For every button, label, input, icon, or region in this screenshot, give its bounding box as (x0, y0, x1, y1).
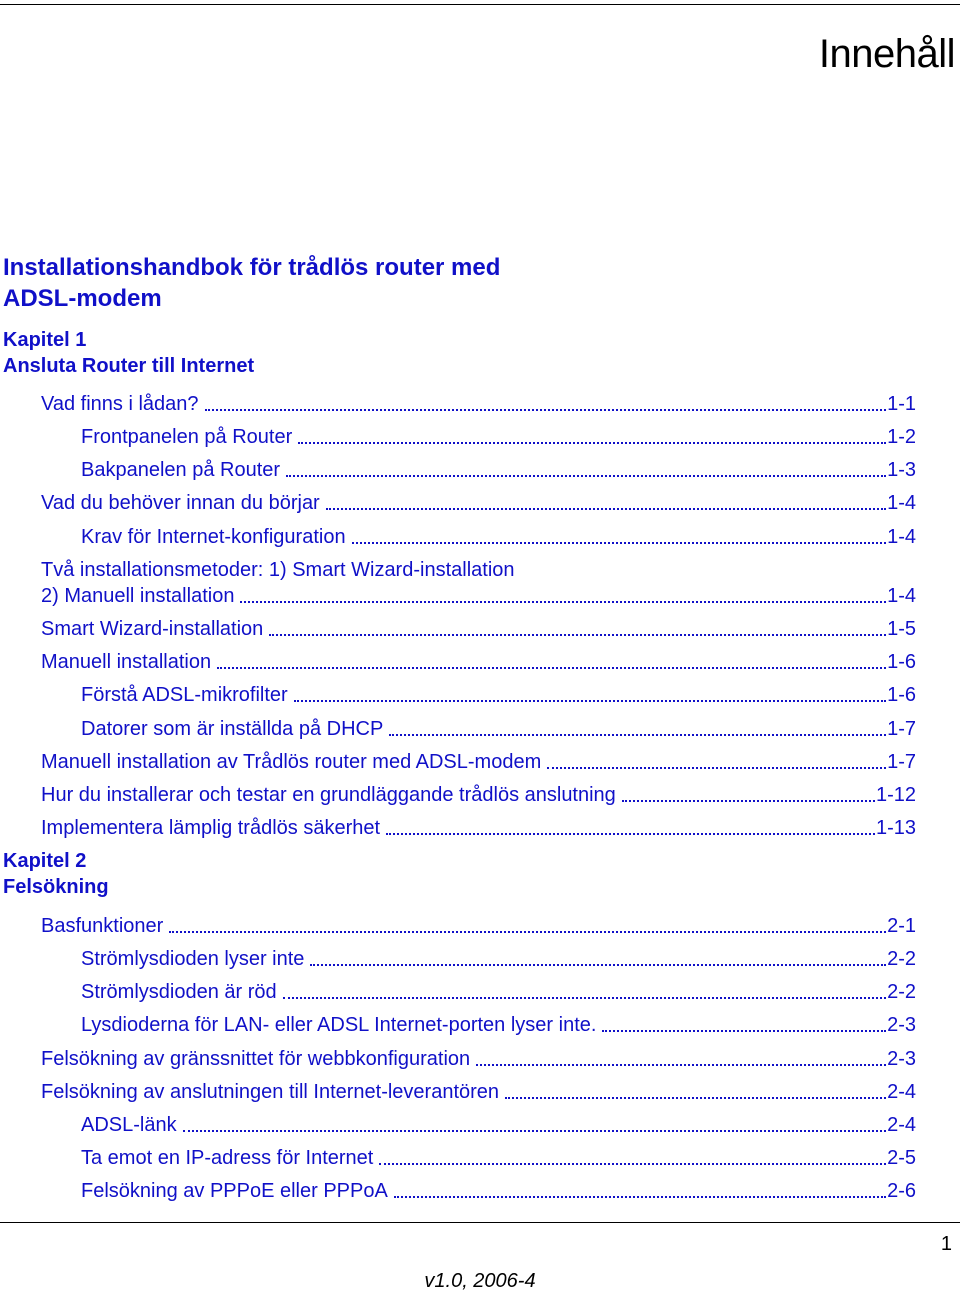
dot-leader (205, 409, 887, 411)
page-title: Innehåll (818, 32, 955, 76)
dot-leader (183, 1130, 886, 1132)
toc-entry[interactable] (81, 1012, 916, 1038)
toc-entry-page: 1-13 (875, 817, 916, 839)
toc-entry-page: 2-1 (887, 915, 916, 937)
toc-entry-label: Felsökning av PPPoE eller PPPoA (81, 1180, 388, 1202)
toc-entry[interactable] (41, 649, 916, 675)
toc-entry-label: Smart Wizard-installation (41, 618, 264, 640)
dot-leader (386, 833, 875, 835)
chapter-1-number: Kapitel 1 (3, 329, 87, 351)
toc-entry-page: 2-3 (887, 1014, 916, 1036)
toc-entry-page: 2-5 (887, 1147, 916, 1169)
toc-entry[interactable] (41, 583, 916, 609)
toc-entry-label: 2) Manuell installation (41, 585, 235, 607)
book-title[interactable] (3, 252, 703, 314)
toc-entry-label: Felsökning av anslutningen till Internet-leverantören (41, 1081, 500, 1103)
chapter-2-heading[interactable] (3, 848, 109, 900)
toc-entry-label: ADSL-länk (81, 1114, 177, 1136)
toc-entry-page: 1-1 (887, 393, 916, 415)
chapter-1-title: Ansluta Router till Internet (3, 355, 255, 377)
dot-leader (310, 964, 886, 966)
toc-entry-page: 2-3 (887, 1048, 916, 1070)
version-label: v1.0, 2006-4 (424, 1270, 536, 1292)
toc-entry[interactable] (81, 682, 916, 708)
toc-entry[interactable] (41, 391, 916, 417)
top-rule (0, 4, 960, 5)
toc-entry[interactable] (81, 457, 916, 483)
footer-rule (0, 1222, 960, 1223)
dot-leader (622, 800, 875, 802)
toc-entry-label: Krav för Internet-konfiguration (81, 526, 346, 548)
dot-leader (169, 931, 886, 933)
toc-entry-label: Ta emot en IP-adress för Internet (81, 1147, 374, 1169)
toc-entry-page: 1-4 (887, 526, 916, 548)
dot-leader (389, 734, 886, 736)
toc-entry-label: Lysdioderna för LAN- eller ADSL Internet-porten lyser inte. (81, 1014, 597, 1036)
toc-entry-page: 1-2 (887, 426, 916, 448)
toc-entry-page: 2-4 (887, 1114, 916, 1136)
chapter-2-title: Felsökning (3, 876, 109, 898)
toc-entry-page: 2-6 (887, 1180, 916, 1202)
toc-entry-label: Frontpanelen på Router (81, 426, 293, 448)
toc-entry-page: 1-6 (887, 684, 916, 706)
toc-entry-page: 1-7 (887, 718, 916, 740)
toc-entry-label: Felsökning av gränssnittet för webbkonfiguration (41, 1048, 471, 1070)
toc-entry[interactable] (41, 1079, 916, 1105)
toc-entry[interactable] (41, 749, 916, 775)
dot-leader (283, 997, 886, 999)
toc-entry-page: 2-2 (887, 948, 916, 970)
dot-leader (394, 1196, 886, 1198)
toc-entry[interactable] (81, 716, 916, 742)
toc-entry-page: 1-4 (887, 492, 916, 514)
dot-leader (294, 700, 886, 702)
toc-entry-page: 1-5 (887, 618, 916, 640)
dot-leader (217, 667, 886, 669)
toc-entry-page: 1-3 (887, 459, 916, 481)
dot-leader (269, 634, 886, 636)
toc-entry[interactable] (41, 815, 916, 841)
dot-leader (602, 1030, 886, 1032)
toc-entry-page: 1-6 (887, 651, 916, 673)
toc-entry-wrapped-label[interactable]: Två installationsmetoder: 1) Smart Wizard-installation (41, 559, 515, 581)
dot-leader (326, 508, 886, 510)
toc-entry-label: Strömlysdioden är röd (81, 981, 277, 1003)
toc-entry[interactable] (81, 524, 916, 550)
toc-entry-label: Manuell installation av Trådlös router med ADSL-modem (41, 751, 542, 773)
dot-leader (379, 1163, 886, 1165)
book-title-line-1: Installationshandbok för trådlös router med (3, 254, 501, 281)
toc-entry[interactable] (81, 1112, 916, 1138)
toc-entry-page: 2-4 (887, 1081, 916, 1103)
toc-entry-label: Manuell installation (41, 651, 212, 673)
toc-entry[interactable] (41, 782, 916, 808)
toc-entry-label: Hur du installerar och testar en grundläggande trådlös anslutning (41, 784, 616, 806)
toc-entry[interactable] (81, 979, 916, 1005)
dot-leader (286, 475, 886, 477)
chapter-1-heading[interactable] (3, 327, 254, 379)
toc-entry-label: Vad du behöver innan du börjar (41, 492, 320, 514)
chapter-2-number: Kapitel 2 (3, 850, 87, 872)
toc-entry-page: 1-12 (875, 784, 916, 806)
toc-entry-label: Förstå ADSL-mikrofilter (81, 684, 288, 706)
toc-entry-label: Vad finns i lådan? (41, 393, 199, 415)
toc-entry[interactable] (41, 1046, 916, 1072)
dot-leader (547, 767, 886, 769)
dot-leader (298, 442, 886, 444)
toc-entry-label: Datorer som är inställda på DHCP (81, 718, 384, 740)
dot-leader (352, 542, 887, 544)
toc-entry-label: Implementera lämplig trådlös säkerhet (41, 817, 381, 839)
toc-entry-label: Strömlysdioden lyser inte (81, 948, 305, 970)
dot-leader (505, 1097, 886, 1099)
dot-leader (240, 601, 886, 603)
page-number: 1 (940, 1233, 952, 1255)
toc-entry-page: 1-7 (887, 751, 916, 773)
toc-entry[interactable] (41, 616, 916, 642)
toc-entry[interactable] (41, 913, 916, 939)
toc-entry-label: Basfunktioner (41, 915, 164, 937)
toc-entry[interactable] (81, 424, 916, 450)
toc-entry-label: Bakpanelen på Router (81, 459, 281, 481)
toc-entry[interactable] (81, 946, 916, 972)
book-title-line-2: ADSL-modem (3, 285, 162, 312)
toc-entry-page: 1-4 (887, 585, 916, 607)
toc-entry[interactable] (81, 1178, 916, 1204)
toc-entry-page: 2-2 (887, 981, 916, 1003)
toc-entry[interactable] (41, 490, 916, 516)
dot-leader (476, 1064, 886, 1066)
toc-entry[interactable] (81, 1145, 916, 1171)
